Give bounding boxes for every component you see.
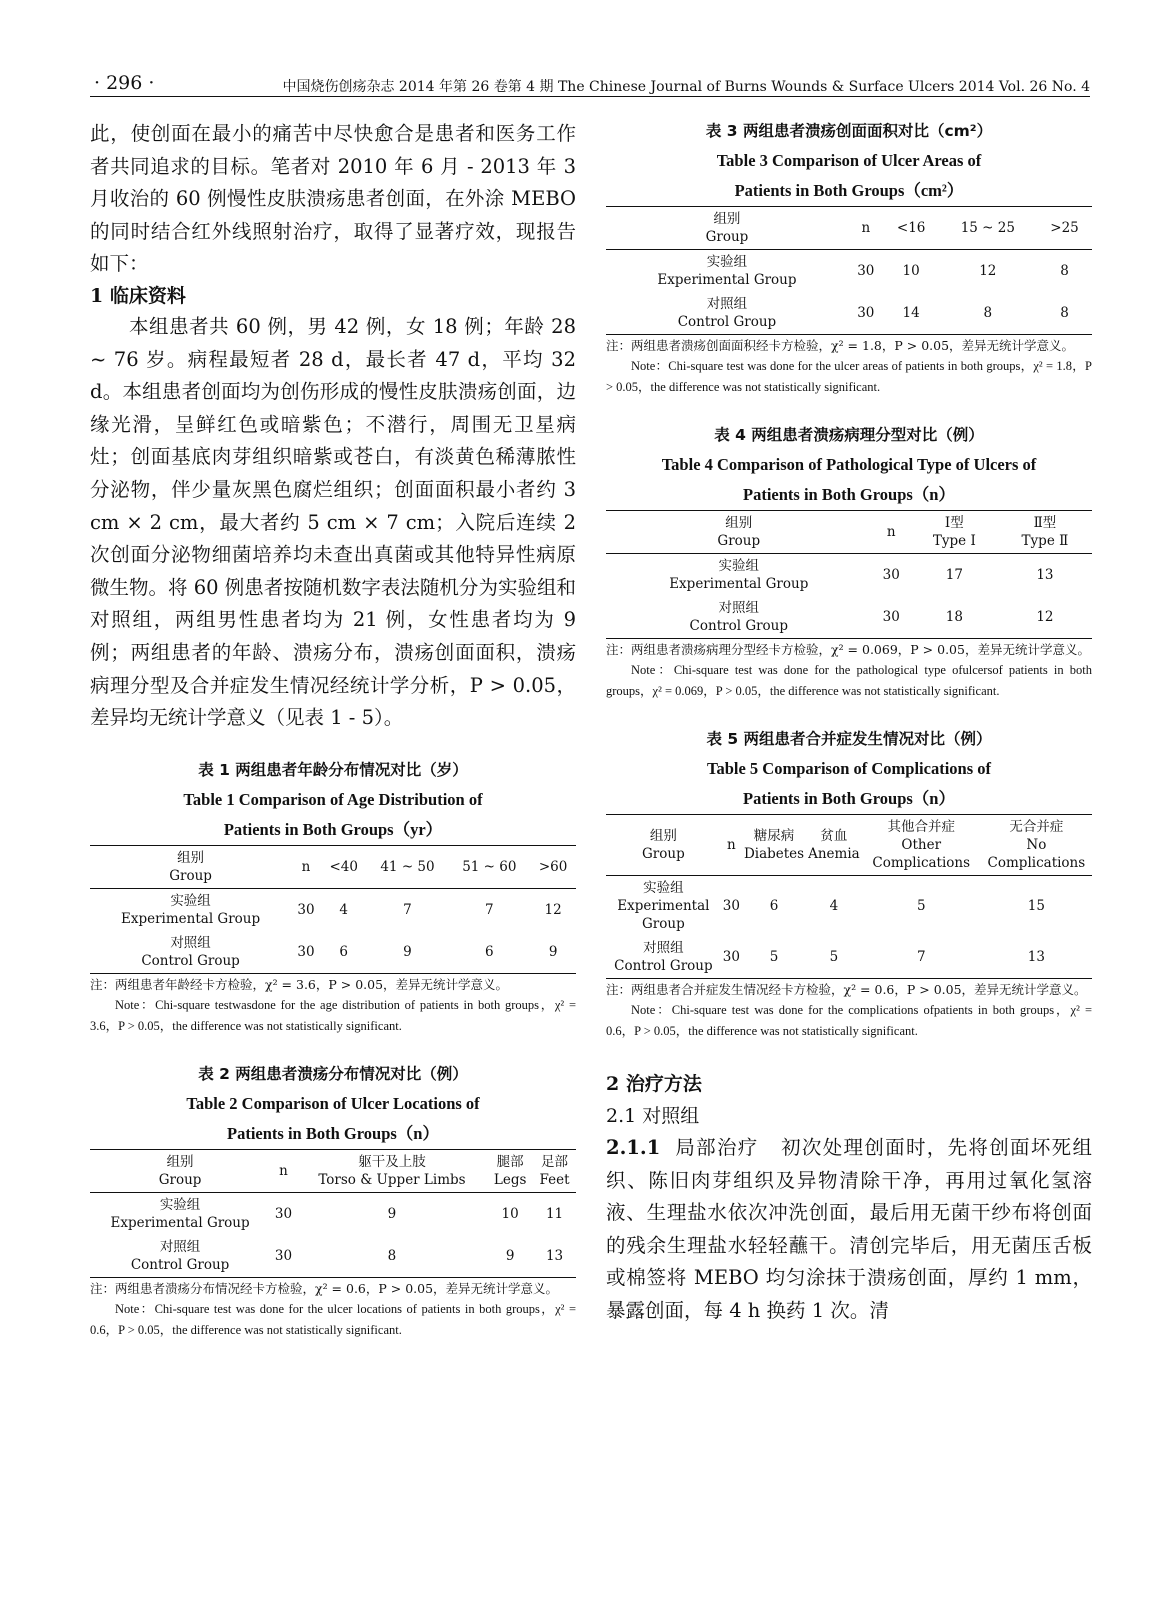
column-header-cn: 组别 [713,211,741,227]
group-name-cn: 对照组 [706,296,748,312]
group-name-en: Control Group [689,618,789,634]
column-header-en: Group [717,533,761,549]
column-header-cn: Ⅱ型 [1033,515,1057,531]
data-table [606,510,1092,639]
table-head [90,845,576,888]
column-header-cn: n [279,1162,288,1179]
column-header [448,845,530,888]
column-header-cn: 51 ~ 60 [462,858,517,875]
column-header [291,845,321,888]
group-name-cn: 对照组 [643,940,684,956]
group-name-en: Control Group [677,314,777,330]
column-header-cn: 腿部 [496,1153,524,1170]
table-cell: 17 [945,567,963,583]
section-2-1-1-body: 初次处理创面时，先将创面坏死组织、陈旧肉芽组织及异物清除干净，再用过氧化氢溶液、生理盐水依次冲洗创面，最后用无菌干纱布将创面的残余生理盐水轻轻蘸干。清创完毕后，用无菌压舌板或棉签将 MEBO 均匀涂抹于溃疡创面，厚约 1 mm，暴露创面，每 4 h 换药 1 次。清 [606,1136,1092,1322]
table-cell: 6 [769,898,779,914]
table-caption-en: Patients in Both Groups（n） [743,789,955,808]
group-name-cn: 对照组 [170,934,211,951]
section-1-body: 本组患者共 60 例，男 42 例，女 18 例；年龄 28 ~ 76 岁。病程最短者 28 d，最长者 47 d，平均 32 d。本组患者创面均为创伤形成的慢性皮肤溃疡创面，边缘光滑，呈鲜红色或暗紫色；不潜行，周围无卫星病灶；创面基底肉芽组织暗紫或苍白，有淡黄色稀薄脓性分泌物，伴少量灰黑色腐烂组织；创面面积最小者约 3 cm × 2 cm，最大者约 5 cm × 7 cm；入院后连续 2 次创面分泌物细菌培养均未查出真菌或其他特异性病原微生物。将 60 例患者按随机数字表法随机分为实验组和对照组，两组男性患者均为 21 例，女性患者均为 9 例；两组患者的年龄、溃疡分布，溃疡创面面积，溃疡病理分型及合并症发生情况经统计学分析，P > 0.05，差异均无统计学意义（见表 1 - 5）。 [90,314,576,730]
column-header-en: Type Ⅱ [1021,533,1069,549]
column-header [270,1149,297,1192]
column-header-cn: n [726,837,736,853]
table-row [90,1235,576,1278]
table-cell: 30 [882,567,900,583]
column-header [806,815,862,876]
column-header [606,815,721,876]
table-cell: 30 [722,898,740,914]
table-note-en: Note：Chi-square test was done for the ulcer locations of patients in both groups，χ² = 0.6，P > 0.05，the difference was not statistically significant. [90,1301,576,1337]
header-row [606,207,1092,250]
section-2-1-1-title: 局部治疗 [675,1136,759,1159]
table-row [606,292,1092,335]
table-cell: 30 [722,949,740,965]
header-row [90,1149,576,1192]
header-row [606,815,1092,876]
group-name-cn: 实验组 [706,254,748,270]
page-number: · 296 · [94,72,155,94]
table-cell: 12 [1036,609,1054,625]
column-header [530,845,576,888]
column-header [911,511,998,554]
table-cell: 8 [1060,263,1069,279]
table-cell: 18 [945,609,963,625]
running-title: 中国烧伤创疡杂志 2014 年第 26 卷第 4 期 The Chinese Journal of Burns Wounds & Surface Ulcers 2014 Vol. 26 No. 4 [282,79,1090,95]
group-name-cn: 实验组 [718,558,760,574]
column-header [297,1149,487,1192]
column-header-cn: n [861,220,871,236]
column-header-cn: 组别 [649,828,677,844]
column-header [981,815,1092,876]
column-header [90,1149,270,1192]
table-row [606,250,1092,293]
table-note-cn: 注：两组患者溃疡病理分型经卡方检验，χ² = 0.069，P > 0.05，差异无统计学意义。 [606,642,1090,657]
table-cell: 6 [339,943,349,960]
column-header-cn: >25 [1050,220,1079,236]
table-4-block [606,420,1092,702]
table-cell: 7 [916,949,926,965]
column-header-cn: <16 [896,220,926,236]
table-cell: 9 [548,943,558,960]
table-cell: 15 [1027,898,1045,914]
group-name-en: Experimental Group [120,910,261,927]
table-cell: 4 [339,901,349,918]
table-caption-en: Patients in Both Groups（n） [227,1123,439,1143]
header-row [90,845,576,888]
table-cell: 13 [1036,567,1054,583]
table-caption-en: Patients in Both Groups（n） [743,485,955,504]
table-caption-cn: 表 5 两组患者合并症发生情况对比（例） [706,730,992,748]
group-name-cn: 实验组 [643,880,684,896]
table-cell: 5 [829,949,839,965]
data-table [90,1149,576,1278]
table-note-cn: 注：两组患者溃疡创面面积经卡方检验，χ² = 1.8，P > 0.05，差异无统计学意义。 [606,338,1075,353]
table-note-cn: 注：两组患者年龄经卡方检验，χ² = 3.6，P > 0.05，差异无统计学意义。 [90,976,509,992]
column-header [742,815,806,876]
table-cell: 7 [403,901,412,918]
table-cell: 14 [902,305,920,321]
column-header [606,511,872,554]
column-header [487,1149,533,1192]
column-header-en: Type Ⅰ [932,533,976,549]
column-header-cn: >60 [538,858,568,875]
table-note-cn: 注：两组患者溃疡分布情况经卡方检验，χ² = 0.6，P > 0.05，差异无统计学意义。 [90,1280,559,1296]
column-header [367,845,449,888]
page-header [90,68,1090,98]
column-header-en: No Complications [987,837,1086,871]
table-caption-en: Table 1 Comparison of Age Distribution of [183,789,483,809]
table-body [90,888,576,973]
table-note-en: Note：Chi-square testwasdone for the age distribution of patients in both groups，χ² = 3.6，P > 0.05，the difference was not statistically significant. [90,997,576,1033]
table-5-block [606,724,1092,1042]
table-1-block [90,755,576,1037]
group-name-en: Control Group [141,952,240,969]
table-caption-cn: 表 3 两组患者溃疡创面面积对比（cm²） [705,122,993,140]
table-cell: 11 [545,1205,564,1222]
table-cell: 13 [545,1247,564,1264]
group-cell [606,936,721,979]
table-cell: 7 [485,901,494,918]
table-body [90,1192,576,1277]
table-caption-en: Table 2 Comparison of Ulcer Locations of [186,1093,480,1113]
header-rule [90,96,1090,97]
column-header-cn: 糖尿病 [753,828,795,844]
group-cell [606,554,872,597]
group-name-cn: 实验组 [159,1196,201,1213]
table-row [90,931,576,974]
table-2-block [90,1059,576,1341]
group-cell [90,888,291,931]
section-2-1-1-paragraph [606,1132,1092,1328]
data-table [90,845,576,974]
column-header-cn: 组别 [725,515,753,531]
section-2-1-1-number: 2.1.1 [606,1136,661,1159]
column-header [533,1149,576,1192]
table-row [606,876,1092,937]
table-note-en: Note：Chi-square test was done for the pathological type ofulcersof patients in both groups，χ² = 0.069，P > 0.05，the difference was not statistically significant. [606,663,1092,698]
table-cell: 6 [485,943,494,960]
column-header [606,207,848,250]
right-column [606,116,1092,1328]
table-head [606,815,1092,876]
table-note-cn: 注：两组患者合并症发生情况经卡方检验，χ² = 0.6，P > 0.05，差异无统计学意义。 [606,982,1087,997]
table-cell: 30 [274,1205,293,1222]
group-name-en: Experimental Group [669,576,809,592]
group-cell [90,1235,270,1278]
table-cell: 30 [882,609,900,625]
data-table [606,206,1092,335]
table-head [606,207,1092,250]
table-cell: 8 [983,305,993,321]
column-header-cn: 组别 [177,849,205,866]
group-name-cn: 对照组 [718,600,760,616]
table-cell: 30 [297,943,315,960]
column-header-cn: n [301,858,311,875]
table-cell: 12 [544,901,562,918]
table-3-block [606,116,1092,398]
table-cell: 5 [916,898,926,914]
group-name-en: Control Group [614,958,713,974]
table-cell: 10 [902,263,920,279]
table-caption-en: Table 4 Comparison of Pathological Type of Ulcers of [661,455,1037,474]
table-body [606,250,1092,335]
column-header [321,845,367,888]
section-2-1-heading: 2.1 对照组 [606,1105,700,1127]
table-cell: 13 [1027,949,1045,965]
table-caption-cn: 表 2 两组患者溃疡分布情况对比（例） [198,1064,468,1083]
table-caption-en: Table 3 Comparison of Ulcer Areas of [716,151,982,170]
group-name-cn: 实验组 [170,892,211,909]
section-1-heading: 1 临床资料 [90,284,186,307]
table-caption-en: Patients in Both Groups（yr） [223,819,443,839]
column-header-cn: 无合并症 [1009,819,1064,835]
group-name-en: Experimental Group [617,898,710,932]
table-row [606,936,1092,979]
table-note-en: Note：Chi-square test was done for the complications ofpatients in both groups，χ² = 0.6，P > 0.05，the difference was not statistically significant. [606,1003,1092,1038]
intro-paragraph: 此，使创面在最小的痛苦中尽快愈合是患者和医务工作者共同追求的目标。笔者对 2010 年 6 月 - 2013 年 3 月收治的 60 例慢性皮肤溃疡患者创面，在外涂 MEBO 的同时结合红外线照射治疗，取得了显著疗效，现报告如下： [90,122,576,276]
column-header [862,815,981,876]
column-header [872,511,911,554]
group-cell [606,292,848,335]
column-header [884,207,939,250]
table-cell: 5 [769,949,779,965]
group-cell [90,931,291,974]
table-head [90,1149,576,1192]
column-header-en: Group [642,846,685,862]
column-header [721,815,742,876]
table-row [606,596,1092,639]
column-header [939,207,1037,250]
column-header-cn: 足部 [541,1153,569,1170]
group-cell [90,1192,270,1235]
table-row [90,888,576,931]
table-cell: 30 [297,901,315,918]
group-name-en: Experimental Group [657,272,797,288]
column-header [90,845,291,888]
column-header [848,207,884,250]
table-body [606,554,1092,639]
column-header-cn: Ⅰ型 [944,515,964,531]
column-header-cn: 躯干及上肢 [358,1153,426,1170]
column-header-cn: 41 ~ 50 [380,858,435,875]
table-cell: 30 [274,1247,293,1264]
group-name-en: Control Group [130,1256,230,1273]
column-header-en: Group [169,867,212,884]
group-cell [606,596,872,639]
column-header-en: Diabetes [743,846,805,862]
table-cell: 9 [505,1247,515,1264]
group-name-en: Experimental Group [110,1214,250,1231]
table-head [606,511,1092,554]
column-header-en: Other Complications [872,837,971,871]
group-cell [606,250,848,293]
left-column [90,118,576,1341]
table-caption-cn: 表 1 两组患者年龄分布情况对比（岁） [198,760,468,779]
table-body [606,876,1092,979]
column-header-cn: 贫血 [820,828,848,844]
table-caption-cn: 表 4 两组患者溃疡病理分型对比（例） [714,426,984,444]
header-row [606,511,1092,554]
column-header-cn: n [886,524,896,540]
group-cell [606,876,721,937]
column-header-en: Group [705,229,749,245]
column-header-cn: <40 [329,858,358,875]
table-note-en: Note：Chi-square test was done for the ulcer areas of patients in both groups，χ² = 1.8，P > 0.05，the difference was not statistically significant. [606,359,1092,394]
data-table [606,814,1092,979]
table-row [606,554,1092,597]
column-header-cn: 其他合并症 [887,819,955,835]
table-cell: 9 [403,943,412,960]
table-row [90,1192,576,1235]
column-header-en: Anemia [808,846,860,862]
table-caption-en: Table 5 Comparison of Complications of [706,759,992,778]
table-cell: 10 [501,1205,519,1222]
column-header-cn: 15 ~ 25 [960,220,1015,236]
column-header [998,511,1092,554]
table-cell: 8 [1060,305,1069,321]
table-cell: 30 [857,263,875,279]
column-header-cn: 组别 [166,1153,194,1170]
column-header-en: Legs [493,1171,527,1188]
table-cell: 12 [979,263,997,279]
table-cell: 30 [857,305,875,321]
column-header [1037,207,1092,250]
table-caption-en: Patients in Both Groups（cm²） [734,181,964,200]
section-2-heading: 2 治疗方法 [606,1073,702,1095]
column-header-en: Torso & Upper Limbs [318,1171,466,1188]
table-cell: 4 [829,898,839,914]
table-cell: 9 [387,1205,397,1222]
column-header-en: Feet [539,1171,570,1188]
column-header-en: Group [158,1171,202,1188]
group-name-cn: 对照组 [159,1238,201,1255]
table-cell: 8 [387,1247,397,1264]
